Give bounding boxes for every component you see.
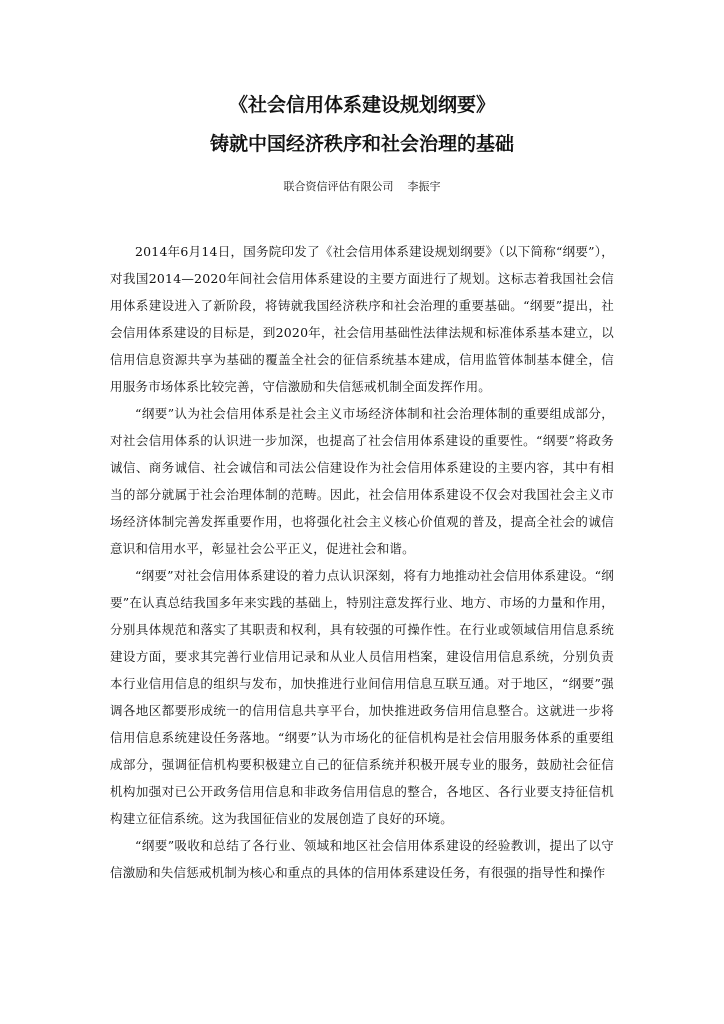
organization-name: 联合资信评估有限公司 (283, 180, 394, 193)
paragraph: 2014年6月14日，国务院印发了《社会信用体系建设规划纲要》（以下简称“纲要”），对我国2014—2020年间社会信用体系建设的主要方面进行了规划。这标志着我国社会信用体系建设进入了新阶段，将铸就我国经济秩序和社会治理的重要基础。“纲要”提出，社会信用体系建设的目标是，到2020年，社会信用基础性法律法规和标准体系基本建立，以信用信息资源共享为基础的覆盖全社会的征信系统基本建成，信用监管体制基本健全，信用服务市场体系比较完善，守信激励和失信惩戒机制全面发挥作用。 (110, 244, 614, 394)
paragraph: “纲要”对社会信用体系建设的着力点认识深刻，将有力地推动社会信用体系建设。“纲要”在认真总结我国多年来实践的基础上，特别注意发挥行业、地方、市场的力量和作用，分别具体规范和落实了其职责和权利，具有较强的可操作性。在行业或领域信用信息系统建设方面，要求其完善行业信用记录和从业人员信用档案，建设信用信息系统，分别负责本行业信用信息的组织与发布，加快推进行业间信用信息互联互通。对于地区，“纲要”强调各地区都要形成统一的信用信息共享平台，加快推进政务信用信息整合。这就进一步将信用信息系统建设任务落地。“纲要”认为市场化的征信机构是社会信用服务体系的重要组成部分，强调征信机构要积极建立自己的征信系统并积极开展专业的服务，鼓励社会征信机构加强对已公开政务信用信息和非政务信用信息的整合，各地区、各行业要支持征信机构建立征信系统。这为我国征信业的发展创造了良好的环境。 (110, 568, 614, 826)
paragraph: “纲要”认为社会信用体系是社会主义市场经济体制和社会治理体制的重要组成部分，对社会信用体系的认识进一步加深，也提高了社会信用体系建设的重要性。“纲要”将政务诚信、商务诚信、社会诚信和司法公信建设作为社会信用体系建设的主要内容，其中有相当的部分就属于社会治理体制的范畴。因此，社会信用体系建设不仅会对我国社会主义市场经济体制完善发挥重要作用，也将强化社会主义核心价值观的普及，提高全社会的诚信意识和信用水平，彰显社会公平正义，促进社会和谐。 (110, 406, 614, 556)
byline (0, 180, 724, 194)
document-title: 《社会信用体系建设规划纲要》 (228, 94, 495, 116)
article-body (110, 238, 614, 886)
document-subtitle: 铸就中国经济秩序和社会治理的基础 (209, 133, 514, 155)
author-name: 李振宇 (407, 180, 441, 193)
paragraph: “纲要”吸收和总结了各行业、领域和地区社会信用体系建设的经验教训，提出了以守信激励和失信惩戒机制为核心和重点的具体的信用体系建设任务，有很强的指导性和操作 (110, 838, 614, 880)
